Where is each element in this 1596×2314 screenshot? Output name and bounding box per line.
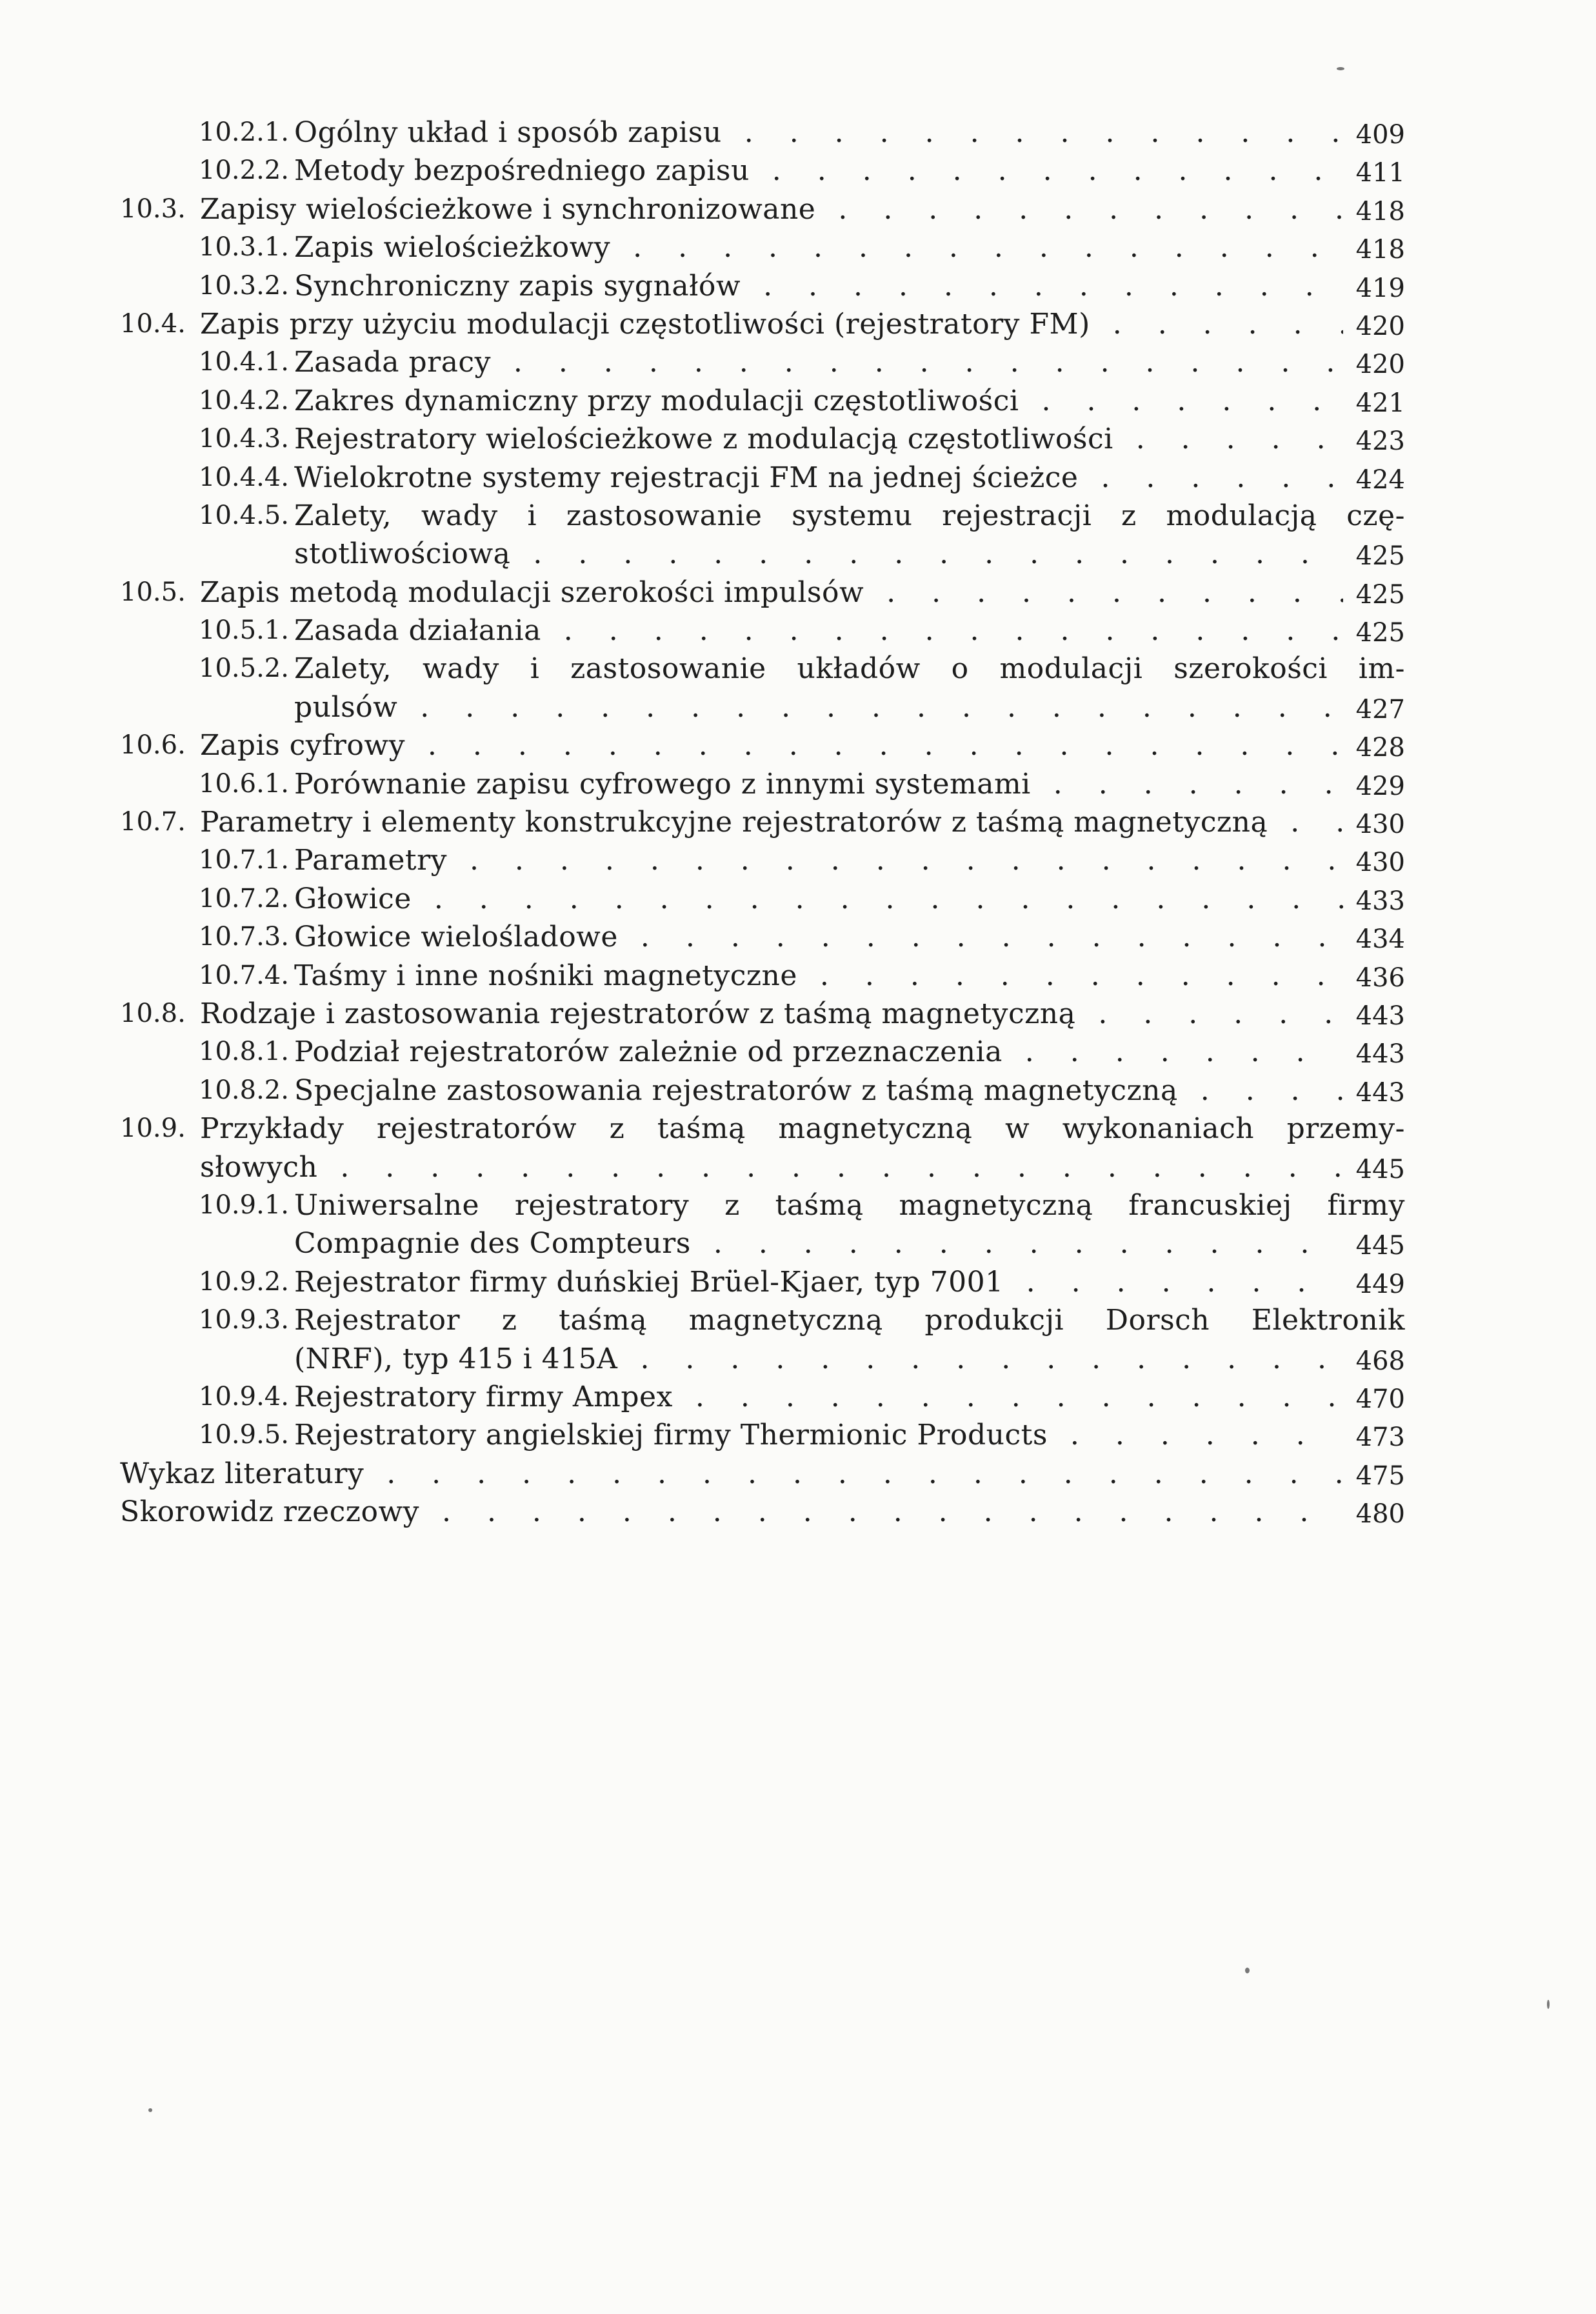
toc-entry <box>120 1224 1405 1262</box>
page-number: 433 <box>1355 886 1405 916</box>
page-number: 434 <box>1355 924 1405 955</box>
section-number: 10.3.2. <box>199 270 289 301</box>
section-title: Głowice wielośladowe . . . <box>294 918 1343 956</box>
section-number: 10.7.1. <box>199 845 289 875</box>
page-number: 425 <box>1355 541 1405 572</box>
table-of-contents <box>120 114 1405 1531</box>
page-number: 425 <box>1355 618 1405 648</box>
page-number: 436 <box>1355 963 1405 993</box>
section-number: 10.4.3. <box>199 424 289 454</box>
toc-entry <box>120 1301 1405 1339</box>
toc-entry <box>120 650 1405 688</box>
toc-entry <box>120 726 1405 764</box>
section-title: Zapisy wielościeżkowe i synchronizowane . . . <box>200 190 1343 228</box>
section-title: Zakres dynamiczny przy modulacji częstotliwości . . . <box>294 382 1343 420</box>
section-number: 10.9.4. <box>199 1381 289 1411</box>
page-number: 428 <box>1355 733 1405 763</box>
toc-entry <box>120 267 1405 305</box>
page-number: 443 <box>1355 1001 1405 1031</box>
section-title: słowych . . . <box>200 1148 1343 1186</box>
toc-entry <box>120 1340 1405 1378</box>
toc-entry <box>120 880 1405 918</box>
toc-entry <box>120 420 1405 458</box>
page-number: 430 <box>1355 810 1405 840</box>
toc-entry <box>120 688 1405 726</box>
toc-entry <box>120 343 1405 381</box>
page-number: 443 <box>1355 1077 1405 1108</box>
section-title: Porównanie zapisu cyfrowego z innymi systemami . . . <box>294 765 1343 803</box>
section-title: Skorowidz rzeczowy . . . <box>120 1493 1343 1531</box>
toc-entry <box>120 1455 1405 1493</box>
toc-entry <box>120 190 1405 228</box>
section-number: 10.7. <box>120 807 186 837</box>
page-number: 449 <box>1355 1269 1405 1299</box>
section-number: 10.9.2. <box>199 1266 289 1297</box>
toc-entry <box>120 803 1405 841</box>
section-number: 10.2.2. <box>199 155 289 186</box>
page-number: 468 <box>1355 1346 1405 1376</box>
section-number: 10.6.1. <box>199 768 289 799</box>
section-title: Taśmy i inne nośniki magnetyczne . . . <box>294 957 1343 995</box>
toc-entry <box>120 1378 1405 1416</box>
section-number: 10.5. <box>120 577 186 607</box>
page-number: 419 <box>1355 273 1405 303</box>
section-title: stotliwościową . . . <box>294 535 1343 573</box>
section-number: 10.7.2. <box>199 883 289 913</box>
page-number: 475 <box>1355 1461 1405 1491</box>
section-number: 10.8.1. <box>199 1037 289 1067</box>
page-number: 429 <box>1355 771 1405 801</box>
toc-entry <box>120 497 1405 535</box>
toc-entry <box>120 535 1405 573</box>
toc-entry <box>120 1416 1405 1454</box>
section-title: Compagnie des Compteurs . . . <box>294 1224 1343 1262</box>
section-title: Synchroniczny zapis sygnałów . . . <box>294 267 1343 305</box>
page-number: 445 <box>1355 1154 1405 1184</box>
toc-entry <box>120 574 1405 612</box>
toc-entry <box>120 1110 1405 1148</box>
section-title: (NRF), typ 415 i 415A . . . <box>294 1340 1343 1378</box>
section-number: 10.4.5. <box>199 500 289 530</box>
page-number: 445 <box>1355 1231 1405 1261</box>
section-title: Podział rejestratorów zależnie od przeznaczenia . . . <box>294 1033 1343 1071</box>
page-number: 480 <box>1355 1499 1405 1530</box>
section-title: Rejestratory wielościeżkowe z modulacją częstotliwości . . . <box>294 420 1343 458</box>
toc-entry <box>120 1033 1405 1071</box>
toc-entry <box>120 957 1405 995</box>
section-number: 10.3.1. <box>199 232 289 263</box>
section-title: Wielokrotne systemy rejestracji FM na jednej ścieżce . . . <box>294 459 1343 497</box>
toc-entry <box>120 1186 1405 1224</box>
section-title: Zapis cyfrowy . . . <box>200 726 1343 764</box>
page-number: 430 <box>1355 848 1405 878</box>
page-number: 443 <box>1355 1039 1405 1070</box>
toc-entry <box>120 152 1405 190</box>
section-title: Metody bezpośredniego zapisu . . . <box>294 152 1343 190</box>
section-number: 10.5.2. <box>199 653 289 684</box>
toc-entry <box>120 918 1405 956</box>
toc-entry <box>120 612 1405 650</box>
toc-entry <box>120 1148 1405 1186</box>
page-number: 420 <box>1355 311 1405 341</box>
section-title: Wykaz literatury . . . <box>120 1455 1343 1493</box>
section-title: Parametry . . . <box>294 841 1343 879</box>
section-title: Ogólny układ i sposób zapisu . . . <box>294 114 1343 152</box>
section-title: Zasada pracy . . . <box>294 343 1343 381</box>
page-number: 411 <box>1355 158 1405 188</box>
section-number: 10.4. <box>120 308 186 339</box>
toc-entry <box>120 114 1405 152</box>
toc-entry <box>120 1263 1405 1301</box>
paper-speck <box>1337 67 1344 70</box>
paper-speck <box>1547 2000 1550 2009</box>
section-title: Zalety, wady i zastosowanie systemu rejestracji z modulacją czę- <box>294 499 1405 532</box>
toc-entry <box>120 305 1405 343</box>
section-number: 10.9.1. <box>199 1190 289 1220</box>
section-title: Parametry i elementy konstrukcyjne rejestratorów z taśmą magnetyczną . . . <box>200 803 1343 841</box>
section-number: 10.4.1. <box>199 347 289 377</box>
page-number: 424 <box>1355 464 1405 495</box>
section-title: Głowice . . . <box>294 880 1343 918</box>
section-number: 10.4.2. <box>199 385 289 415</box>
page-number: 473 <box>1355 1422 1405 1453</box>
section-number: 10.7.4. <box>199 960 289 990</box>
section-title: Zalety, wady i zastosowanie układów o modulacji szerokości im- <box>294 652 1405 686</box>
toc-entry <box>120 1072 1405 1110</box>
section-title: Rejestratory angielskiej firmy Thermionic Products . . . <box>294 1416 1343 1454</box>
section-number: 10.7.3. <box>199 922 289 952</box>
section-title: Rejestrator firmy duńskiej Brüel-Kjaer, typ 7001 . . . <box>294 1263 1343 1301</box>
section-number: 10.3. <box>120 194 186 224</box>
section-title: Uniwersalne rejestratory z taśmą magnetyczną francuskiej firmy <box>294 1188 1405 1222</box>
section-title: Rejestrator z taśmą magnetyczną produkcji Dorsch Elektronik <box>294 1304 1405 1337</box>
section-title: Zapis przy użyciu modulacji częstotliwości (rejestratory FM) . . . <box>200 305 1343 343</box>
toc-entry <box>120 459 1405 497</box>
toc-entry <box>120 382 1405 420</box>
section-number: 10.2.1. <box>199 117 289 147</box>
toc-entry <box>120 765 1405 803</box>
toc-entry <box>120 228 1405 266</box>
page-number: 418 <box>1355 235 1405 265</box>
section-number: 10.9.5. <box>199 1420 289 1450</box>
section-title: Zapis metodą modulacji szerokości impulsów . . . <box>200 574 1343 612</box>
page-number: 427 <box>1355 694 1405 724</box>
page-number: 470 <box>1355 1384 1405 1414</box>
section-title: Rejestratory firmy Ampex . . . <box>294 1378 1343 1416</box>
toc-entry <box>120 841 1405 879</box>
page-number: 418 <box>1355 196 1405 226</box>
section-number: 10.6. <box>120 730 186 761</box>
paper-speck <box>1245 1968 1250 1973</box>
section-number: 10.8.2. <box>199 1075 289 1105</box>
paper-speck <box>148 2108 152 2112</box>
section-number: 10.4.4. <box>199 462 289 492</box>
page-number: 409 <box>1355 120 1405 150</box>
section-title: Przykłady rejestratorów z taśmą magnetyczną w wykonaniach przemy- <box>200 1112 1405 1146</box>
toc-entry <box>120 1493 1405 1531</box>
section-number: 10.5.1. <box>199 615 289 646</box>
toc-entry <box>120 995 1405 1033</box>
section-title: Specjalne zastosowania rejestratorów z taśmą magnetyczną . . . <box>294 1072 1343 1110</box>
section-title: Zasada działania . . . <box>294 612 1343 650</box>
page-number: 423 <box>1355 426 1405 457</box>
page-number: 420 <box>1355 350 1405 380</box>
page-number: 425 <box>1355 579 1405 610</box>
section-title: Zapis wielościeżkowy . . . <box>294 228 1343 266</box>
section-number: 10.8. <box>120 998 186 1028</box>
page-number: 421 <box>1355 388 1405 418</box>
section-number: 10.9. <box>120 1113 186 1144</box>
section-title: Rodzaje i zastosowania rejestratorów z taśmą magnetyczną . . . <box>200 995 1343 1033</box>
section-number: 10.9.3. <box>199 1305 289 1335</box>
section-title: pulsów . . . <box>294 688 1343 726</box>
